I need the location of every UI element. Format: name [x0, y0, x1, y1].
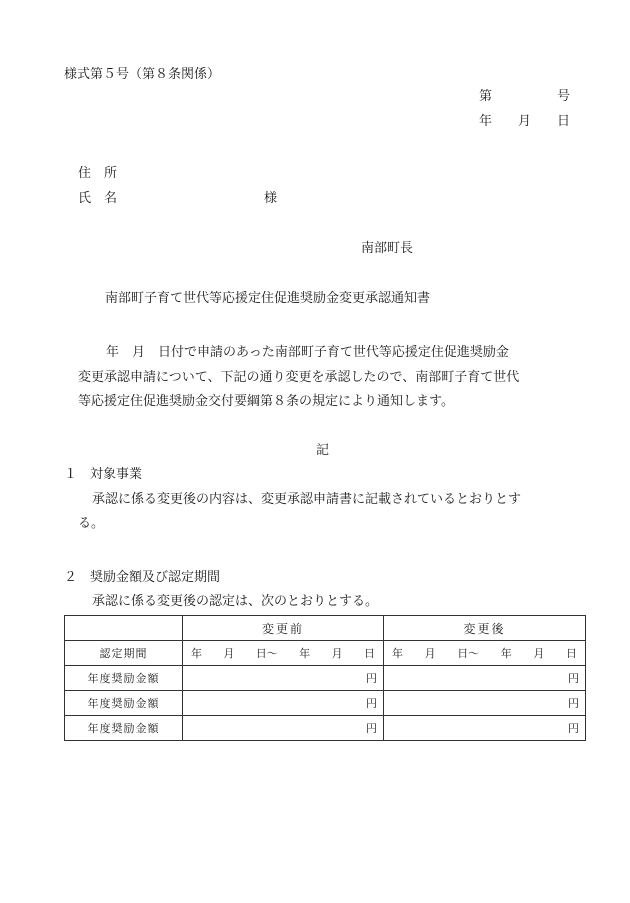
period-part: 年 — [191, 647, 202, 660]
body-line-2: 変更承認申請について、下記の通り変更を承認したので、南部町子育て世代 — [78, 370, 520, 385]
issue-date: 年 月 日 — [479, 114, 571, 129]
amount-label: 年度奨励金額 — [65, 691, 183, 716]
period-part: 月 — [424, 647, 436, 660]
section-2-intro: 承認に係る変更後の認定は、次のとおりとする。 — [92, 594, 379, 609]
period-part: 日 — [363, 647, 375, 660]
address-label: 住 所 — [78, 166, 118, 181]
body-line-3: 等応援定住促進奨励金交付要綱第８条の規定により通知します。 — [78, 394, 454, 409]
amount-before-cell: 円 — [183, 666, 384, 691]
section-1-heading: １ 対象事業 — [64, 467, 143, 482]
form-number: 様式第５号（第８条関係） — [64, 67, 221, 82]
section-1-line-2: る。 — [78, 516, 105, 531]
period-part: 月 — [533, 647, 545, 660]
amount-after-cell: 円 — [384, 716, 586, 741]
amount-label: 年度奨励金額 — [65, 716, 183, 741]
period-part: 日～ — [255, 647, 278, 660]
period-part: 日～ — [457, 647, 480, 660]
header-empty-cell — [65, 616, 183, 641]
header-before: 変更前 — [183, 616, 384, 641]
name-label: 氏 名 — [78, 191, 118, 206]
amount-before-cell: 円 — [183, 716, 384, 741]
header-after: 変更後 — [384, 616, 586, 641]
period-part: 月 — [223, 647, 235, 660]
period-label: 認定期間 — [65, 641, 183, 666]
amount-label: 年度奨励金額 — [65, 666, 183, 691]
table-row — [65, 641, 586, 666]
table-header-row — [65, 616, 586, 641]
section-2-heading: ２ 奨励金額及び認定期間 — [64, 570, 221, 585]
period-part: 月 — [331, 647, 343, 660]
table-row — [65, 666, 586, 691]
period-part: 日 — [565, 647, 577, 660]
table-row — [65, 691, 586, 716]
document-title: 南部町子育て世代等応援定住促進奨励金変更承認通知書 — [105, 291, 431, 306]
amount-before-cell: 円 — [183, 691, 384, 716]
period-after-cell — [384, 641, 586, 666]
period-part: 年 — [392, 647, 403, 660]
document-number: 第 号 — [479, 89, 571, 104]
sender-name: 南部町長 — [361, 241, 414, 256]
amount-after-cell: 円 — [384, 666, 586, 691]
period-part: 年 — [299, 647, 311, 660]
honorific: 様 — [264, 191, 278, 206]
period-part: 年 — [500, 647, 512, 660]
section-1-line-1: 承認に係る変更後の内容は、変更承認申請書に記載されているとおりとす — [92, 492, 522, 507]
certification-table — [64, 615, 586, 741]
amount-after-cell: 円 — [384, 691, 586, 716]
body-line-1: 年 月 日付で申請のあった南部町子育て世代等応援定住促進奨励金 — [106, 345, 509, 360]
ki-mark: 記 — [316, 443, 330, 458]
table-row — [65, 716, 586, 741]
period-before-cell — [183, 641, 384, 666]
